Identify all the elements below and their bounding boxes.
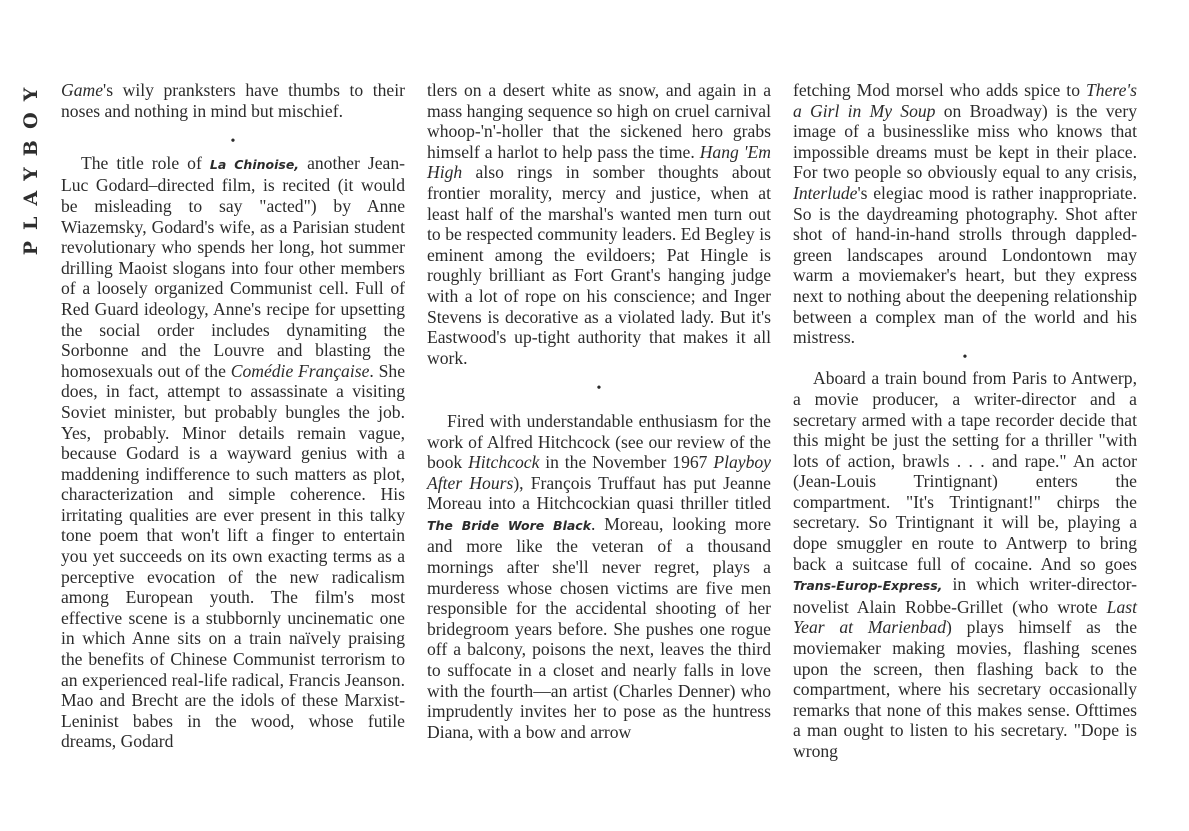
text-run: fetching Mod morsel who adds spice to xyxy=(793,80,1086,100)
text-run: in the November 1967 xyxy=(539,452,714,473)
section-separator: • xyxy=(596,381,602,397)
text-run: ), François Truffaut has put Jeanne Moreau into a Hitchcockian quasi thriller titled xyxy=(427,472,771,514)
column-2 xyxy=(427,80,771,742)
paragraph xyxy=(61,80,405,121)
italic-title: Comédie Française xyxy=(230,360,370,381)
italic-title: Last Year at Marienbad xyxy=(793,596,1137,638)
paragraph xyxy=(793,80,1137,348)
text-run: also rings in somber thoughts about frontier morality, mercy and justice, when at least half of the marshal's wanted men turn out to be respected community leaders. Ed Begley is eminent among the evildoers; Pat Hingle is roughly brilliant as Fort Grant's hanging judge with a lot of rope on his conscience; and Inger Stevens is decorative as a violated lady. But it's Eastwood's up-tight authority that makes it all work. xyxy=(427,162,771,368)
text-run: 's elegiac mood is rather inappropriate. So is the daydreaming photography. Shot after shot of hand-in-hand strolls through dappled-green landscapes around Londontown may warm a moviemaker's heart, but they express next to nothing about the deepening relationship between a complex man of the world and his mistress. xyxy=(793,182,1137,348)
paragraph xyxy=(61,153,405,752)
text-run: ) plays himself as the moviemaker making movies, flashing scenes upon the screen, then flashing back to the compartment, where his secretary occasionally remarks that none of this makes sense. Ofttimes a man ought to listen to his secretary. "Dope is wrong xyxy=(793,617,1138,761)
italic-title: Interlude xyxy=(793,182,858,203)
film-title: The Bride Wore Black xyxy=(427,517,592,533)
film-title: Trans-Europ-Express, xyxy=(793,578,943,594)
text-run: tlers on a desert white as snow, and again in a mass hanging sequence so high on cruel carnival whoop-'n'-holler that the sickened hero grabs himself a harlot to help pass the time. xyxy=(427,80,771,162)
column-3 xyxy=(793,80,1137,762)
italic-title: There's a Girl in My Soup xyxy=(793,80,1137,121)
text-run: in which writer-director-novelist Alain Robbe-Grillet (who wrote xyxy=(793,574,1137,617)
paragraph xyxy=(427,411,771,743)
italic-title: Playboy After Hours xyxy=(427,452,771,493)
section-separator: • xyxy=(230,134,236,150)
text-run: 's wily pranksters have thumbs to their noses and nothing in mind but mischief. xyxy=(61,80,405,121)
paragraph xyxy=(793,368,1137,761)
text-run: on Broadway) is the very image of a businesslike miss who knows that impossible dreams must be kept in their place. For two people so obviously equal to any crisis, xyxy=(793,100,1137,183)
film-title: La Chinoise, xyxy=(209,156,300,172)
magazine-sidebar xyxy=(18,66,44,266)
text-run: Aboard a train bound from Paris to Antwerp, a movie producer, a writer-director and a secretary armed with a tape recorder decide that this might be just the setting for a thriller "with lots of action, brawls . . . and rape." An actor (Jean-Louis Trintignant) enters the compartment. "It's Trintignant!" chirps the secretary. So Trintignant it will be, playing a dope smuggler en route to Antwerp to bring back a suitcase full of cocaine. And so goes xyxy=(793,368,1137,574)
text-run: The title role of xyxy=(81,152,210,173)
italic-title: Hitchcock xyxy=(468,452,540,473)
magazine-name: PLAYBOY xyxy=(20,76,42,256)
text-run: another Jean-Luc Godard–directed film, is recited (it would be misleading to say "acted") by Anne Wiazemsky, Godard's wife, as a Parisian student revolutionary who spends her long, hot summer drilling Maoist slogans into four other members of a loosely organized Communist cell. Full of Red Guard ideology, Anne's recipe for upsetting the social order includes dynamiting the Sorbonne and the Louvre and blasting the homosexuals out of the xyxy=(61,152,405,381)
section-separator: • xyxy=(962,349,968,365)
text-run: . She does, in fact, attempt to assassinate a visiting Soviet minister, but probably bungles the job. Yes, probably. Minor details remain vague, because Godard is a wayward genius with a maddening indifference to such matters as plot, characterization and simple coherence. His irritating qualities are ever present in this talky tone poem that won't lift a finger to entertain you yet succeeds on its own exacting terms as a perceptive evocation of the new radicalism among European youth. The film's most effective scene is a stubbornly uncinematic one in which Anne sits on a train naïvely praising the benefits of Chinese Communist terrorism to an experienced real-life radical, Francis Jeanson. Mao and Brecht are the idols of these Marxist-Leninist babes in the wood, whose futile dreams, Godard xyxy=(61,360,405,752)
italic-title: Hang 'Em High xyxy=(427,141,771,183)
text-run: . Moreau, looking more and more like the veteran of a thousand mornings after she'll never regret, plays a murderess whose chosen victims are five men responsible for the accidental shooting of her bridegroom years before. She pushes one rogue off a balcony, poisons the next, leaves the third to suffocate in a closet and nearly falls in love with the fourth—an artist (Charles Denner) who imprudently invites her to pose as the huntress Diana, with a bow and arrow xyxy=(427,513,771,742)
text-run: Fired with understandable enthusiasm for the work of Alfred Hitchcock (see our review of the book xyxy=(427,410,771,473)
paragraph xyxy=(427,80,771,368)
column-1 xyxy=(61,80,405,752)
italic-title: Game xyxy=(61,80,104,100)
